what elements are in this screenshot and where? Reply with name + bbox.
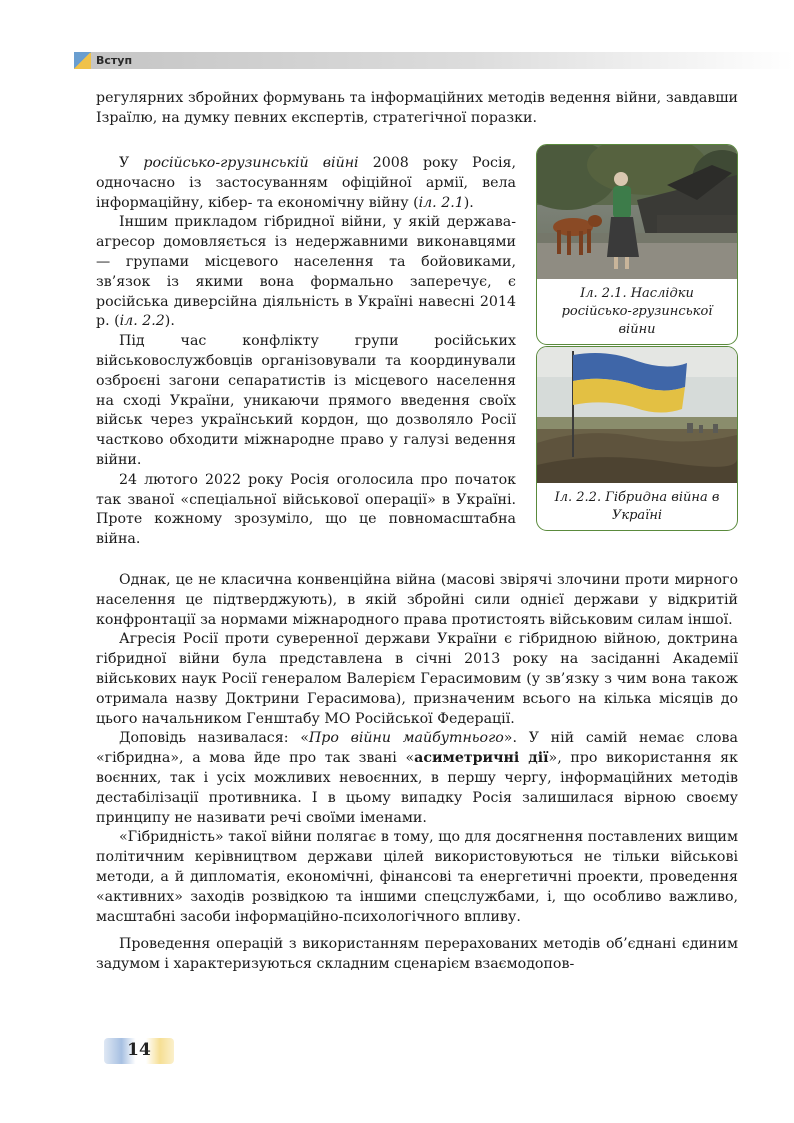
photo-war-aftermath	[537, 145, 737, 279]
intro-paragraph	[96, 89, 738, 129]
paragraph-hybrid-example	[96, 213, 516, 332]
figure-2-2-caption: Іл. 2.2. Гібридна війна в Україні	[554, 490, 720, 523]
main-body	[96, 571, 738, 975]
section-title: Вступ	[96, 54, 133, 67]
paragraph-conflict: Під час конфлікту групи російських військовослужбовців організовували та координували озброєні загони сепаратистів із місцевого населення на сході України, уникаючи прямого введення своїх військ через український кордон, що дозволяло Росії частково обходити міжнародне право у галузі ведення війни.	[96, 333, 516, 468]
paragraph-aggression: Агресія Росії проти суверенної держави України є гібридною війною, доктрина гібридної війни була представлена в січні 2013 року на засіданні Академії військових наук Росії генералом Валерієм Герасимовим (у зв’язку з чим вона також отримала назву Доктрини Герасимова), призначеним всього на кілька місяців до цього начальником Генштабу МО Російської Федерації.	[96, 631, 738, 727]
text-span: ». У ній самій немає слова «гібридна», а мова йде про так звані «	[96, 730, 738, 767]
paragraph-operations: Проведення операцій з використанням перерахованих методів об’єднані єдиним задумом і характеризуються складним сценарієм взаємодопов-	[96, 936, 738, 973]
figure-2-2	[536, 346, 738, 531]
paragraph-feb-24: 24 лютого 2022 року Росія оголосила про початок так званої «спеціальної військової операції» в Україні. Проте кожному зрозуміло, що це повномасштабна війна.	[96, 471, 516, 548]
paragraph-report	[96, 729, 738, 828]
text-span: Іншим прикладом гібридної війни, у якій держава-агресор домовляється із недержавними виконавцями — групами місцевого населення та бойовиками, зв’язок із якими вона формально заперечує, є російська диверсійна діяльність в Україні навесні 2014 р. (	[96, 214, 516, 330]
italic-term: російсько-грузинській війні	[143, 155, 359, 171]
running-header	[74, 52, 794, 69]
ukrainian-flag-image	[537, 347, 737, 483]
section-flag-icon	[74, 52, 91, 69]
intro-text: регулярних збройних формувань та інформаційних методів ведення війни, завдавши Ізраїлю, на думку певних експертів, стратегічної поразки.	[96, 90, 738, 126]
text-span: У	[119, 155, 144, 171]
text-span: ).	[463, 194, 474, 211]
woman-with-cow-image	[537, 145, 737, 279]
bold-term: асиметричні дії	[414, 750, 549, 767]
figure-2-1-caption: Іл. 2.1. Наслідки російсько-грузинської війни	[561, 286, 713, 337]
figure-reference: іл. 2.2	[119, 313, 165, 330]
text-span: Доповідь називалася: «	[119, 730, 309, 747]
paragraph-however: Однак, це не класична конвенційна війна (масові звірячі злочини проти мирного населення це підтверджують), в якій збройні сили однієї держави у відкритій конфронтації за нормами міжнародного права протистоять військовим силам іншої.	[96, 572, 738, 628]
text-span: 2008 року Росія, одночасно із застосуванням офіційної армії, вела інформаційну, кібер- та економічну війну (	[96, 155, 516, 211]
page-number: 14	[127, 1040, 151, 1060]
text-span: », про використання як воєнних, так і усіх можливих невоєнних, в першу чергу, інформаційних методів дестабілізації противника. І в цьому випадку Росія залишилася вірною своєму принципу не називати речі своїми іменами.	[96, 750, 738, 826]
figure-reference: іл. 2.1	[418, 194, 464, 211]
page-number-badge	[104, 1038, 174, 1064]
photo-flag-field	[537, 347, 737, 483]
text-span: ).	[164, 313, 175, 330]
figure-2-1	[536, 144, 738, 345]
paragraph-georgia	[96, 154, 516, 213]
narrow-column	[96, 154, 516, 550]
paragraph-hybridity: «Гібридність» такої війни полягає в тому, що для досягнення поставлених вищим політичним керівництвом держави цілей використовуються не тільки військові методи, а й дипломатія, економічні, фінансові та енергетичні проекти, проведення «активних» заходів розвідкою та іншими спецслужбами, і, що особливо важливо, масштабні засоби інформаційно-психологічного впливу.	[96, 829, 738, 925]
italic-title: Про війни майбутнього	[308, 730, 504, 747]
